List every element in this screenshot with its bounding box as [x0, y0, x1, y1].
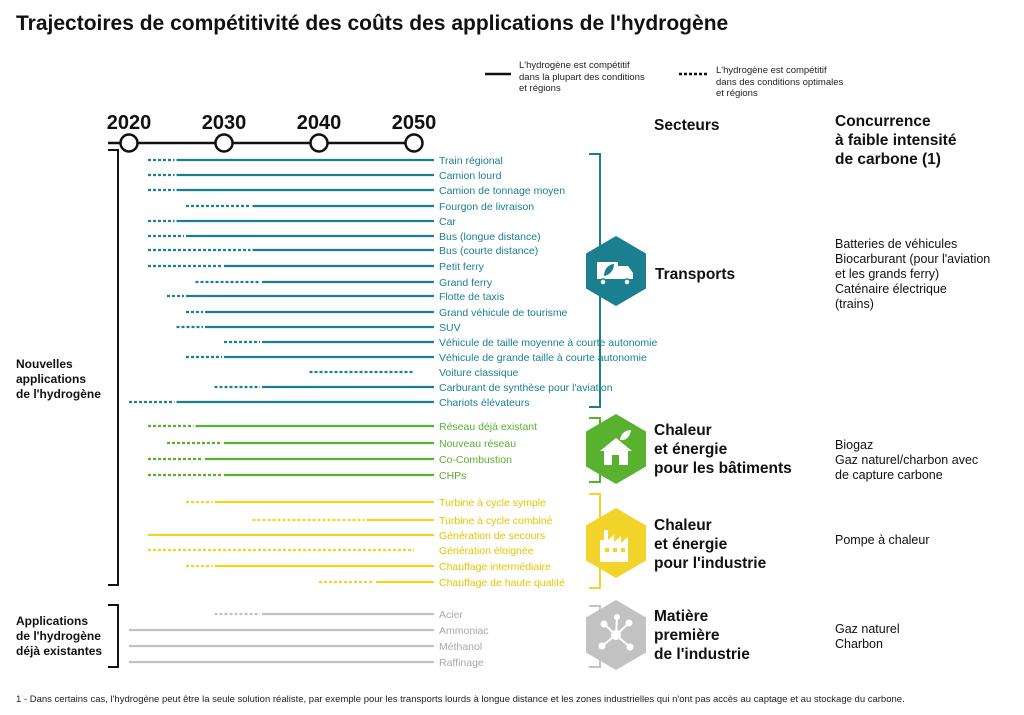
application-label: Ammoniac — [439, 625, 489, 637]
application-label: Fourgon de livraison — [439, 201, 535, 213]
bracket-new-applications — [108, 150, 118, 585]
year-label-2020: 2020 — [106, 112, 152, 134]
competition-header: Concurrence à faible intensité de carbone (1) — [835, 113, 957, 168]
application-label: Réseau déjà existant — [439, 421, 538, 433]
application-label: CHPs — [439, 470, 467, 482]
application-label: Véhicule de taille moyenne à courte autonomie — [439, 337, 658, 349]
application-label: Camion lourd — [439, 170, 502, 182]
application-label: Car — [439, 216, 456, 228]
sector-name-transport: Transports — [655, 266, 736, 283]
application-label: Génération éloignée — [439, 545, 534, 557]
factory-icon — [586, 508, 646, 578]
year-label-2030: 2030 — [201, 112, 247, 134]
competition-buildings: Biogaz Gaz naturel/charbon avec de capture carbone — [835, 438, 979, 482]
sectors-header: Secteurs — [654, 117, 720, 134]
year-label-2050: 2050 — [391, 112, 437, 134]
application-label: Grand ferry — [439, 277, 493, 289]
page-title: Trajectoires de compétitivité des coûts des applications de l'hydrogène — [16, 12, 729, 35]
year-marker-2040 — [311, 135, 328, 152]
application-label: Camion de tonnage moyen — [439, 185, 566, 197]
application-label: Chauffage intermédiaire — [439, 561, 551, 573]
application-label: Acier — [439, 609, 463, 621]
application-label: Nouveau réseau — [439, 438, 517, 450]
application-label: Bus (longue distance) — [439, 231, 541, 243]
truck-icon — [586, 236, 646, 306]
competition-feedstock: Gaz naturel Charbon — [835, 622, 900, 651]
application-label: Raffinage — [439, 657, 484, 669]
application-label: Petit ferry — [439, 261, 484, 273]
bracket-existing-applications — [108, 605, 118, 667]
sector-name-buildings: Chaleur et énergie pour les bâtiments — [654, 422, 792, 477]
molecule-icon — [586, 600, 646, 670]
application-label: Chauffage de haute qualité — [439, 577, 565, 589]
footnote: 1 - Dans certains cas, l'hydrogène peut être la seule solution réaliste, par exemple pour les transports lourds à longue distance et les zones industrielles qui n'ont pas accès au captage et au stockage du carbone. — [16, 694, 905, 705]
application-label: Turbine à cycle combiné — [439, 515, 553, 527]
group-label-new: Nouvelles applications de l'hydrogène — [16, 357, 101, 401]
legend-dotted-label: L'hydrogène est compétitif dans des conditions optimales et régions — [716, 65, 844, 99]
sector-name-industry: Chaleur et énergie pour l'industrie — [654, 517, 767, 572]
application-label: Grand véhicule de tourisme — [439, 307, 568, 319]
year-marker-2050 — [406, 135, 423, 152]
group-label-existing: Applications de l'hydrogène déjà existantes — [16, 614, 103, 658]
application-label: Véhicule de grande taille à courte autonomie — [439, 352, 647, 364]
application-label: Méthanol — [439, 641, 483, 653]
application-label: Chariots élévateurs — [439, 397, 530, 409]
application-label: Flotte de taxis — [439, 291, 505, 303]
application-label: Génération de secours — [439, 530, 546, 542]
sector-name-feedstock: Matière première de l'industrie — [654, 608, 750, 663]
legend-solid-label: L'hydrogène est compétitif dans la plupart des conditions et régions — [519, 60, 645, 94]
application-label: Bus (courte distance) — [439, 245, 539, 257]
year-marker-2020 — [121, 135, 138, 152]
competition-transport: Batteries de véhicules Biocarburant (pour l'aviation et les grands ferry) Caténaire électrique (trains) — [835, 237, 991, 311]
year-marker-2030 — [216, 135, 233, 152]
application-label: Co-Combustion — [439, 454, 512, 466]
application-label: Voiture classique — [439, 367, 519, 379]
year-label-2040: 2040 — [296, 112, 342, 134]
application-label: SUV — [439, 322, 461, 334]
house-icon — [586, 414, 646, 484]
application-label: Train régional — [439, 155, 503, 167]
competition-industry: Pompe à chaleur — [835, 533, 930, 547]
application-label: Carburant de synthèse pour l'aviation — [439, 382, 613, 394]
application-label: Turbine à cycle symple — [439, 497, 546, 509]
